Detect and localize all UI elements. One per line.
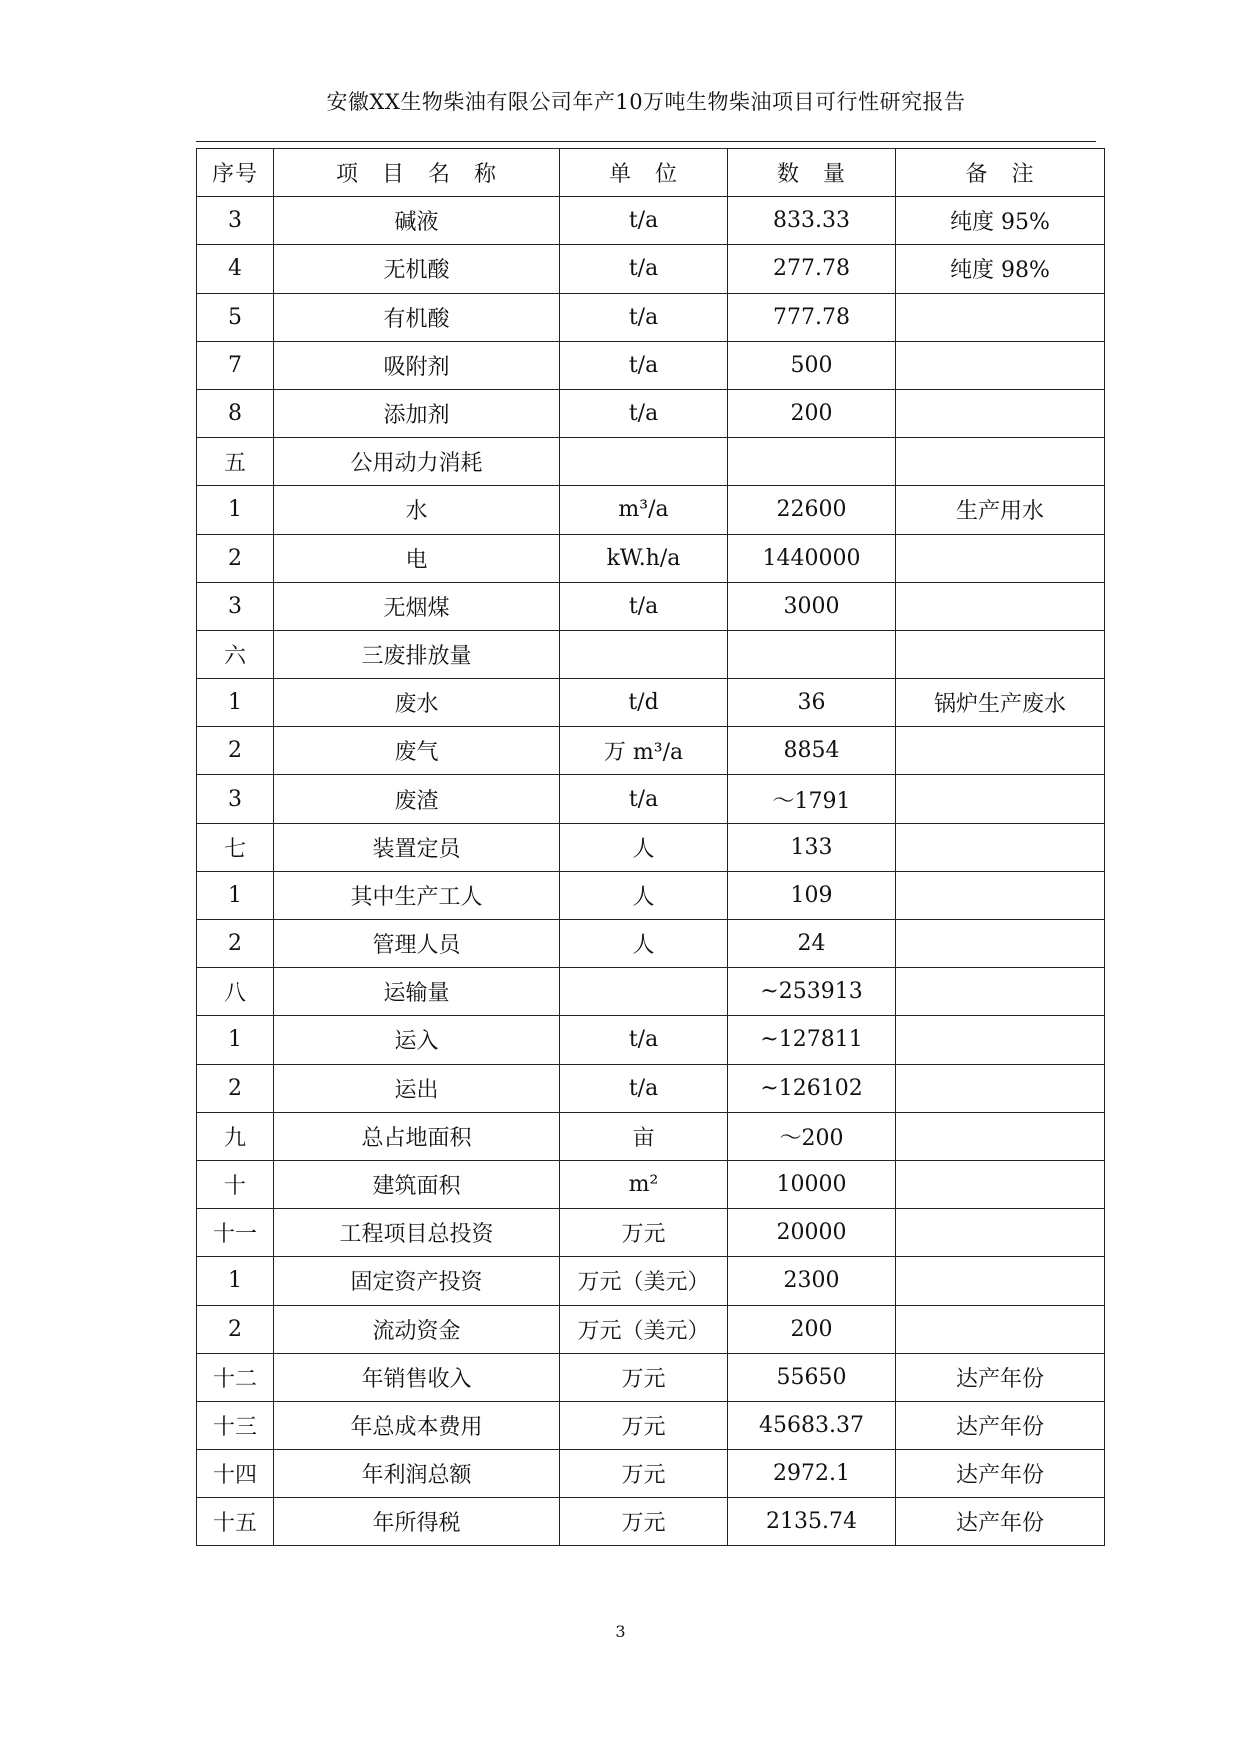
cell-quantity: 200	[728, 389, 896, 437]
cell-quantity: 2972.1	[728, 1450, 896, 1498]
table-row	[197, 1016, 1105, 1064]
cell-remarks	[896, 1064, 1105, 1112]
cell-remarks	[896, 823, 1105, 871]
cell-index: 2	[197, 1064, 274, 1112]
table-row	[197, 1450, 1105, 1498]
project-spec-table	[196, 148, 1105, 1546]
cell-item-name: 年总成本费用	[274, 1401, 560, 1449]
cell-remarks	[896, 341, 1105, 389]
cell-unit: t/a	[560, 389, 728, 437]
cell-item-name: 废渣	[274, 775, 560, 823]
table-row	[197, 920, 1105, 968]
cell-unit: kW.h/a	[560, 534, 728, 582]
cell-quantity: ~127811	[728, 1016, 896, 1064]
cell-remarks	[896, 775, 1105, 823]
table-row	[197, 1112, 1105, 1160]
cell-index: 1	[197, 1257, 274, 1305]
cell-quantity: 2135.74	[728, 1498, 896, 1546]
cell-unit: 万元（美元）	[560, 1305, 728, 1353]
table-row	[197, 630, 1105, 678]
cell-index: 九	[197, 1112, 274, 1160]
cell-unit: t/a	[560, 1016, 728, 1064]
cell-remarks	[896, 1160, 1105, 1208]
cell-unit: 亩	[560, 1112, 728, 1160]
cell-item-name: 工程项目总投资	[274, 1209, 560, 1257]
cell-quantity: 10000	[728, 1160, 896, 1208]
page-number: 3	[615, 1622, 626, 1641]
cell-item-name: 年利润总额	[274, 1450, 560, 1498]
cell-unit: 人	[560, 920, 728, 968]
cell-unit: 万元（美元）	[560, 1257, 728, 1305]
cell-quantity: ~126102	[728, 1064, 896, 1112]
cell-index: 2	[197, 727, 274, 775]
cell-index: 十三	[197, 1401, 274, 1449]
cell-index: 1	[197, 1016, 274, 1064]
cell-unit: 万元	[560, 1498, 728, 1546]
cell-item-name: 有机酸	[274, 293, 560, 341]
table-row	[197, 823, 1105, 871]
cell-index: 十四	[197, 1450, 274, 1498]
table-row	[197, 389, 1105, 437]
cell-unit: 万元	[560, 1450, 728, 1498]
page-header-title: 安徽XX生物柴油有限公司年产10万吨生物柴油项目可行性研究报告	[326, 90, 966, 114]
cell-unit: 万元	[560, 1401, 728, 1449]
cell-remarks: 纯度 95%	[896, 197, 1105, 245]
cell-remarks	[896, 534, 1105, 582]
table-row	[197, 293, 1105, 341]
cell-quantity	[728, 630, 896, 678]
cell-remarks: 达产年份	[896, 1353, 1105, 1401]
cell-item-name: 废水	[274, 679, 560, 727]
cell-index: 5	[197, 293, 274, 341]
table-row	[197, 1401, 1105, 1449]
cell-remarks	[896, 582, 1105, 630]
cell-unit: t/a	[560, 582, 728, 630]
cell-quantity: 200	[728, 1305, 896, 1353]
cell-index: 2	[197, 920, 274, 968]
cell-remarks	[896, 1112, 1105, 1160]
cell-remarks	[896, 1209, 1105, 1257]
cell-item-name: 建筑面积	[274, 1160, 560, 1208]
table-row	[197, 871, 1105, 919]
cell-index: 4	[197, 245, 274, 293]
cell-item-name: 装置定员	[274, 823, 560, 871]
table-row	[197, 1209, 1105, 1257]
cell-unit: 人	[560, 823, 728, 871]
cell-index: 七	[197, 823, 274, 871]
cell-unit: 万 m³/a	[560, 727, 728, 775]
cell-index: 十一	[197, 1209, 274, 1257]
cell-remarks	[896, 1257, 1105, 1305]
table-row	[197, 968, 1105, 1016]
cell-remarks	[896, 1305, 1105, 1353]
table-row	[197, 486, 1105, 534]
cell-unit	[560, 630, 728, 678]
cell-item-name: 运出	[274, 1064, 560, 1112]
cell-unit: m²	[560, 1160, 728, 1208]
cell-item-name: 运入	[274, 1016, 560, 1064]
header-rule	[196, 141, 1096, 142]
cell-quantity: ~253913	[728, 968, 896, 1016]
cell-item-name: 废气	[274, 727, 560, 775]
cell-item-name: 管理人员	[274, 920, 560, 968]
cell-remarks: 锅炉生产废水	[896, 679, 1105, 727]
cell-index: 1	[197, 679, 274, 727]
table-row	[197, 197, 1105, 245]
cell-quantity: 833.33	[728, 197, 896, 245]
cell-quantity	[728, 438, 896, 486]
cell-remarks	[896, 630, 1105, 678]
table-row	[197, 1257, 1105, 1305]
cell-item-name: 碱液	[274, 197, 560, 245]
cell-unit: t/a	[560, 1064, 728, 1112]
cell-unit: 人	[560, 871, 728, 919]
cell-quantity: 3000	[728, 582, 896, 630]
table-row	[197, 1064, 1105, 1112]
cell-unit: t/a	[560, 775, 728, 823]
cell-index: 8	[197, 389, 274, 437]
col-header-remarks: 备 注	[896, 149, 1105, 197]
cell-unit: 万元	[560, 1209, 728, 1257]
cell-quantity: 22600	[728, 486, 896, 534]
cell-item-name: 水	[274, 486, 560, 534]
table-row	[197, 438, 1105, 486]
cell-remarks	[896, 871, 1105, 919]
cell-quantity: 2300	[728, 1257, 896, 1305]
cell-item-name: 无机酸	[274, 245, 560, 293]
cell-index: 2	[197, 534, 274, 582]
cell-index: 十五	[197, 1498, 274, 1546]
cell-unit	[560, 438, 728, 486]
table-row	[197, 1160, 1105, 1208]
cell-item-name: 其中生产工人	[274, 871, 560, 919]
cell-index: 十二	[197, 1353, 274, 1401]
table-row	[197, 1305, 1105, 1353]
cell-item-name: 固定资产投资	[274, 1257, 560, 1305]
cell-remarks	[896, 293, 1105, 341]
cell-unit: m³/a	[560, 486, 728, 534]
cell-quantity: 133	[728, 823, 896, 871]
cell-unit: t/d	[560, 679, 728, 727]
cell-item-name: 总占地面积	[274, 1112, 560, 1160]
cell-item-name: 无烟煤	[274, 582, 560, 630]
cell-quantity: 277.78	[728, 245, 896, 293]
cell-remarks	[896, 727, 1105, 775]
cell-item-name: 流动资金	[274, 1305, 560, 1353]
cell-unit: t/a	[560, 197, 728, 245]
table-row	[197, 727, 1105, 775]
cell-remarks	[896, 438, 1105, 486]
cell-remarks	[896, 920, 1105, 968]
cell-remarks	[896, 389, 1105, 437]
table-body	[197, 197, 1105, 1546]
cell-quantity: 500	[728, 341, 896, 389]
cell-quantity: ～200	[728, 1112, 896, 1160]
cell-remarks: 生产用水	[896, 486, 1105, 534]
cell-remarks	[896, 1016, 1105, 1064]
cell-quantity: 20000	[728, 1209, 896, 1257]
col-header-item-name: 项 目 名 称	[274, 149, 560, 197]
cell-quantity: 45683.37	[728, 1401, 896, 1449]
table-header-row	[197, 149, 1105, 197]
table-row	[197, 245, 1105, 293]
table-row	[197, 534, 1105, 582]
cell-remarks	[896, 968, 1105, 1016]
cell-index: 3	[197, 775, 274, 823]
cell-quantity: 1440000	[728, 534, 896, 582]
cell-item-name: 三废排放量	[274, 630, 560, 678]
table-row	[197, 341, 1105, 389]
cell-index: 六	[197, 630, 274, 678]
cell-quantity: 55650	[728, 1353, 896, 1401]
cell-item-name: 运输量	[274, 968, 560, 1016]
table-row	[197, 775, 1105, 823]
table-row	[197, 582, 1105, 630]
cell-item-name: 吸附剂	[274, 341, 560, 389]
cell-index: 7	[197, 341, 274, 389]
cell-remarks: 达产年份	[896, 1401, 1105, 1449]
cell-quantity: 777.78	[728, 293, 896, 341]
cell-unit: t/a	[560, 293, 728, 341]
cell-index: 1	[197, 486, 274, 534]
cell-index: 十	[197, 1160, 274, 1208]
col-header-index: 序号	[197, 149, 274, 197]
cell-quantity: 36	[728, 679, 896, 727]
table-row	[197, 679, 1105, 727]
cell-quantity: 24	[728, 920, 896, 968]
table-row	[197, 1353, 1105, 1401]
cell-remarks: 纯度 98%	[896, 245, 1105, 293]
cell-index: 八	[197, 968, 274, 1016]
cell-index: 2	[197, 1305, 274, 1353]
cell-index: 五	[197, 438, 274, 486]
cell-unit: 万元	[560, 1353, 728, 1401]
cell-quantity: 8854	[728, 727, 896, 775]
cell-index: 3	[197, 197, 274, 245]
cell-item-name: 公用动力消耗	[274, 438, 560, 486]
cell-index: 1	[197, 871, 274, 919]
cell-remarks: 达产年份	[896, 1498, 1105, 1546]
col-header-quantity: 数 量	[728, 149, 896, 197]
col-header-unit: 单 位	[560, 149, 728, 197]
cell-item-name: 年销售收入	[274, 1353, 560, 1401]
cell-item-name: 年所得税	[274, 1498, 560, 1546]
cell-index: 3	[197, 582, 274, 630]
cell-unit: t/a	[560, 245, 728, 293]
cell-item-name: 电	[274, 534, 560, 582]
table-row	[197, 1498, 1105, 1546]
cell-quantity: 109	[728, 871, 896, 919]
cell-quantity: ～1791	[728, 775, 896, 823]
cell-unit: t/a	[560, 341, 728, 389]
cell-unit	[560, 968, 728, 1016]
cell-remarks: 达产年份	[896, 1450, 1105, 1498]
cell-item-name: 添加剂	[274, 389, 560, 437]
